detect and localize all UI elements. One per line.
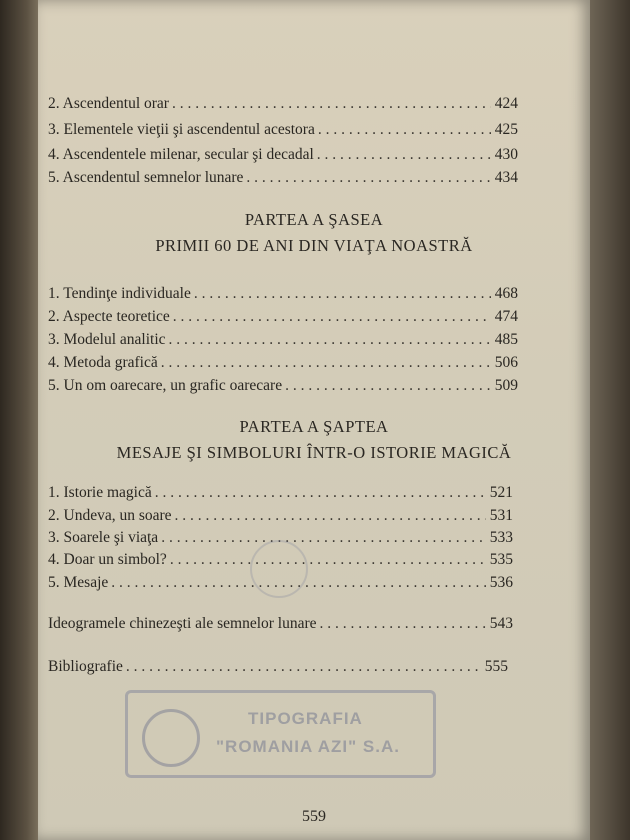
toc-entry	[48, 95, 518, 113]
toc-entry	[48, 308, 518, 326]
toc-entry-page: 506	[494, 354, 518, 371]
toc-leader-dots	[317, 146, 491, 164]
printer-stamp	[125, 690, 436, 778]
toc-leader-dots	[155, 484, 486, 502]
toc-entry-page: 533	[489, 529, 513, 546]
printer-logo-icon	[142, 709, 200, 767]
toc-entry	[48, 285, 518, 303]
toc-leader-dots	[194, 285, 491, 303]
toc-entry-title: 3. Modelul analitic	[48, 331, 166, 348]
book-gutter	[0, 0, 38, 840]
printer-stamp-line2: "ROMANIA AZI" S.A.	[216, 737, 400, 756]
part-heading-line1: PARTEA A ŞAPTEA	[239, 417, 389, 436]
toc-leader-dots	[161, 354, 491, 372]
toc-entry	[48, 331, 518, 349]
toc-entry-title: 2. Aspecte teoretice	[48, 308, 170, 325]
toc-leader-dots	[246, 169, 490, 187]
toc-entry-page: 425	[494, 121, 518, 138]
toc-entry-page: 509	[494, 377, 518, 394]
toc-entry-page: 430	[494, 146, 518, 163]
toc-entry-title: 4. Doar un simbol?	[48, 551, 167, 568]
toc-leader-dots	[172, 95, 491, 113]
toc-entry-page: 531	[489, 507, 513, 524]
library-stamp-icon	[250, 540, 308, 598]
toc-entry-title: 3. Elementele vieţii şi ascendentul acestora	[48, 121, 315, 138]
toc-entry	[48, 507, 513, 525]
toc-entry-page: 555	[484, 658, 508, 675]
toc-entry	[48, 658, 508, 676]
toc-entry-title: Bibliografie	[48, 658, 123, 675]
toc-entry-title: 4. Ascendentele milenar, secular şi decadal	[48, 146, 314, 163]
part-heading-line2: PRIMII 60 DE ANI DIN VIAŢA NOASTRĂ	[155, 236, 473, 255]
toc-entry-title: 2. Ascendentul orar	[48, 95, 169, 112]
part-heading-line2: MESAJE ŞI SIMBOLURI ÎNTR-O ISTORIE MAGICĂ	[116, 443, 512, 462]
toc-leader-dots	[318, 121, 491, 139]
toc-leader-dots	[161, 529, 486, 547]
toc-entry	[48, 377, 518, 395]
toc-entry-title: 3. Soarele şi viaţa	[48, 529, 159, 546]
toc-entry-title: 1. Tendinţe individuale	[48, 285, 191, 302]
part-heading-line1: PARTEA A ŞASEA	[244, 210, 384, 229]
toc-entry-page: 535	[489, 551, 513, 568]
toc-entry	[48, 354, 518, 372]
toc-entry-page: 434	[494, 169, 518, 186]
toc-leader-dots	[173, 308, 491, 326]
toc-entry-title: 5. Ascendentul semnelor lunare	[48, 169, 244, 186]
toc-leader-dots	[126, 658, 481, 676]
toc-entry-page: 424	[494, 95, 518, 112]
toc-entry	[48, 169, 518, 187]
toc-leader-dots	[170, 551, 486, 569]
toc-entry	[48, 146, 518, 164]
toc-entry-title: 5. Un om oarecare, un grafic oarecare	[48, 377, 283, 394]
toc-entry-page: 543	[489, 615, 513, 632]
printer-stamp-line1: TIPOGRAFIA	[248, 709, 363, 728]
toc-leader-dots	[285, 377, 491, 395]
toc-entry-page: 536	[489, 574, 513, 591]
toc-entry-title: 5. Mesaje	[48, 574, 109, 591]
toc-entry-page: 485	[494, 331, 518, 348]
toc-entry	[48, 615, 513, 633]
toc-leader-dots	[169, 331, 491, 349]
toc-entry-page: 521	[489, 484, 513, 501]
toc-entry-page: 474	[494, 308, 518, 325]
toc-entry-title: 4. Metoda grafică	[48, 354, 158, 371]
toc-entry-title: Ideogramele chinezeşti ale semnelor lunare	[48, 615, 317, 632]
book-edge	[590, 0, 630, 840]
toc-entry-page: 468	[494, 285, 518, 302]
toc-entry-title: 2. Undeva, un soare	[48, 507, 172, 524]
toc-entry	[48, 121, 518, 139]
page-number: 559	[302, 808, 326, 825]
toc-entry	[48, 484, 513, 502]
toc-entry-title: 1. Istorie magică	[48, 484, 152, 501]
toc-leader-dots	[320, 615, 486, 633]
toc-leader-dots	[175, 507, 486, 525]
